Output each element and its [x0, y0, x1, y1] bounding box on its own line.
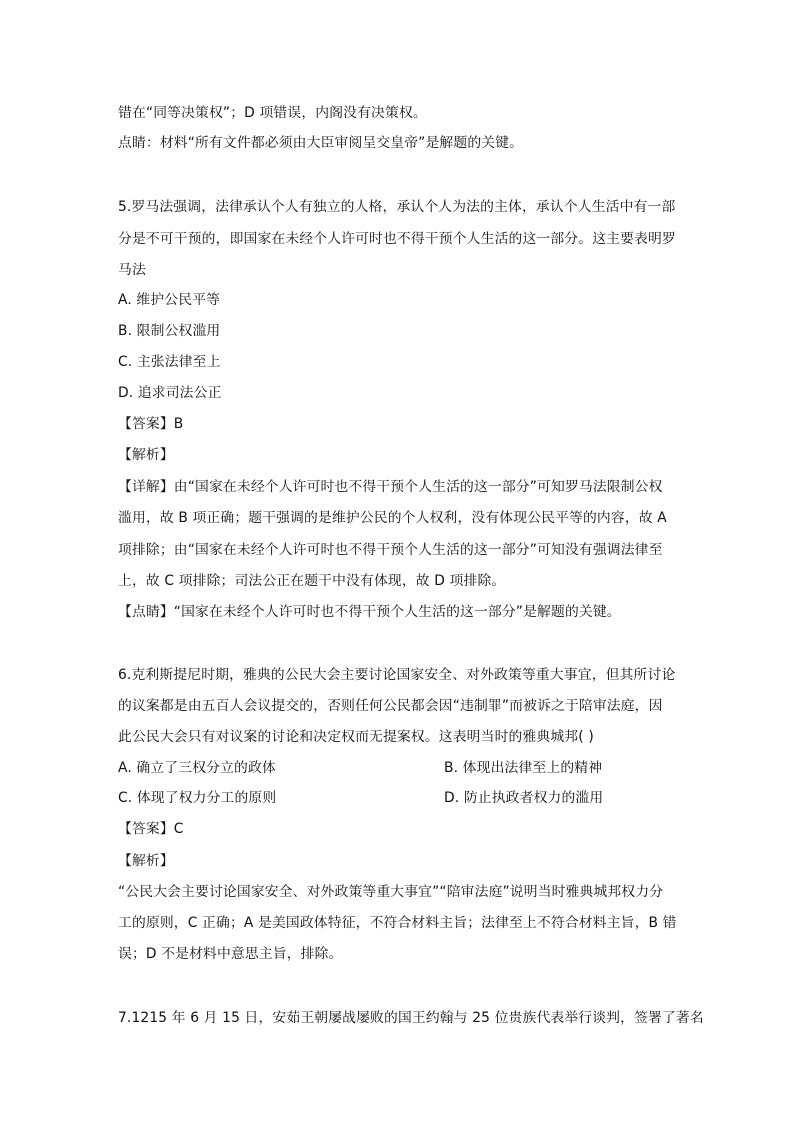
question-6-stem: 此公民大会只有对议案的讨论和决定权而无提案权。这表明当时的雅典城邦( ) [118, 729, 594, 745]
intro-key-point: 点睛：材料“所有文件都必须由大臣审阅呈交皇帝”是解题的关键。 [118, 135, 524, 151]
question-6-stem: 6.克利斯提尼时期，雅典的公民大会主要讨论国家安全、对外政策等重大事宜，但其所讨论 [118, 667, 676, 683]
question-6-option-c: C. 体现了权力分工的原则 [118, 790, 277, 806]
question-6-option-a: A. 确立了三权分立的政体 [118, 760, 276, 776]
question-6-analysis: 工的原则，C 正确；A 是美国政体特征，不符合材料主旨；法律至上不符合材料主旨，B 错 [118, 915, 677, 931]
question-6-answer: 【答案】C [118, 821, 184, 837]
intro-text: 错在“同等决策权”；D 项错误，内阁没有决策权。 [118, 105, 427, 121]
question-5-key-point: 【点睛】“国家在未经个人许可时也不得干预个人生活的这一部分”是解题的关键。 [118, 604, 621, 620]
question-5-option-d: D. 追求司法公正 [118, 385, 222, 401]
question-6-option-b: B. 体现出法律至上的精神 [444, 760, 603, 776]
question-5-stem: 马法 [118, 262, 146, 278]
question-6-analysis: 误；D 不是材料中意思主旨，排除。 [118, 946, 343, 962]
question-5-detail: 【详解】由“国家在未经个人许可时也不得干预个人生活的这一部分”可知罗马法限制公权 [118, 479, 663, 495]
question-6-analysis: “公民大会主要讨论国家安全、对外政策等重大事宜”“陪审法庭”说明当时雅典城邦权力分 [118, 884, 664, 900]
question-5-option-c: C. 主张法律至上 [118, 354, 221, 370]
question-5-answer: 【答案】B [118, 416, 184, 432]
question-5-analysis-label: 【解析】 [118, 447, 174, 463]
question-6-stem: 的议案都是由五百人会议提交的，否则任何公民都会因“违制罪”而被诉之于陪审法庭，因 [118, 698, 663, 714]
question-5-detail: 项排除；由“国家在未经个人许可时也不得干预个人生活的这一部分”可知没有强调法律至 [118, 542, 663, 558]
question-5-stem: 分是不可干预的，即国家在未经个人许可时也不得干预个人生活的这一部分。这主要表明罗 [118, 231, 676, 247]
question-5-detail: 滥用，故 B 项正确；题干强调的是维护公民的个人权利，没有体现公民平等的内容，故 A [118, 510, 667, 526]
question-5-stem: 5.罗马法强调，法律承认个人有独立的人格，承认个人为法的主体，承认个人生活中有一部 [118, 199, 676, 215]
question-5-option-b: B. 限制公权滥用 [118, 323, 221, 339]
question-5-detail: 上，故 C 项排除；司法公正在题干中没有体现，故 D 项排除。 [118, 573, 506, 589]
question-5-option-a: A. 维护公民平等 [118, 292, 221, 308]
question-7-stem: 7.1215 年 6 月 15 日，安茹王朝屡战屡败的国王约翰与 25 位贵族代表举行谈判，签署了著名 [118, 1010, 704, 1026]
question-6-analysis-label: 【解析】 [118, 853, 174, 869]
question-6-option-d: D. 防止执政者权力的滥用 [444, 790, 604, 806]
